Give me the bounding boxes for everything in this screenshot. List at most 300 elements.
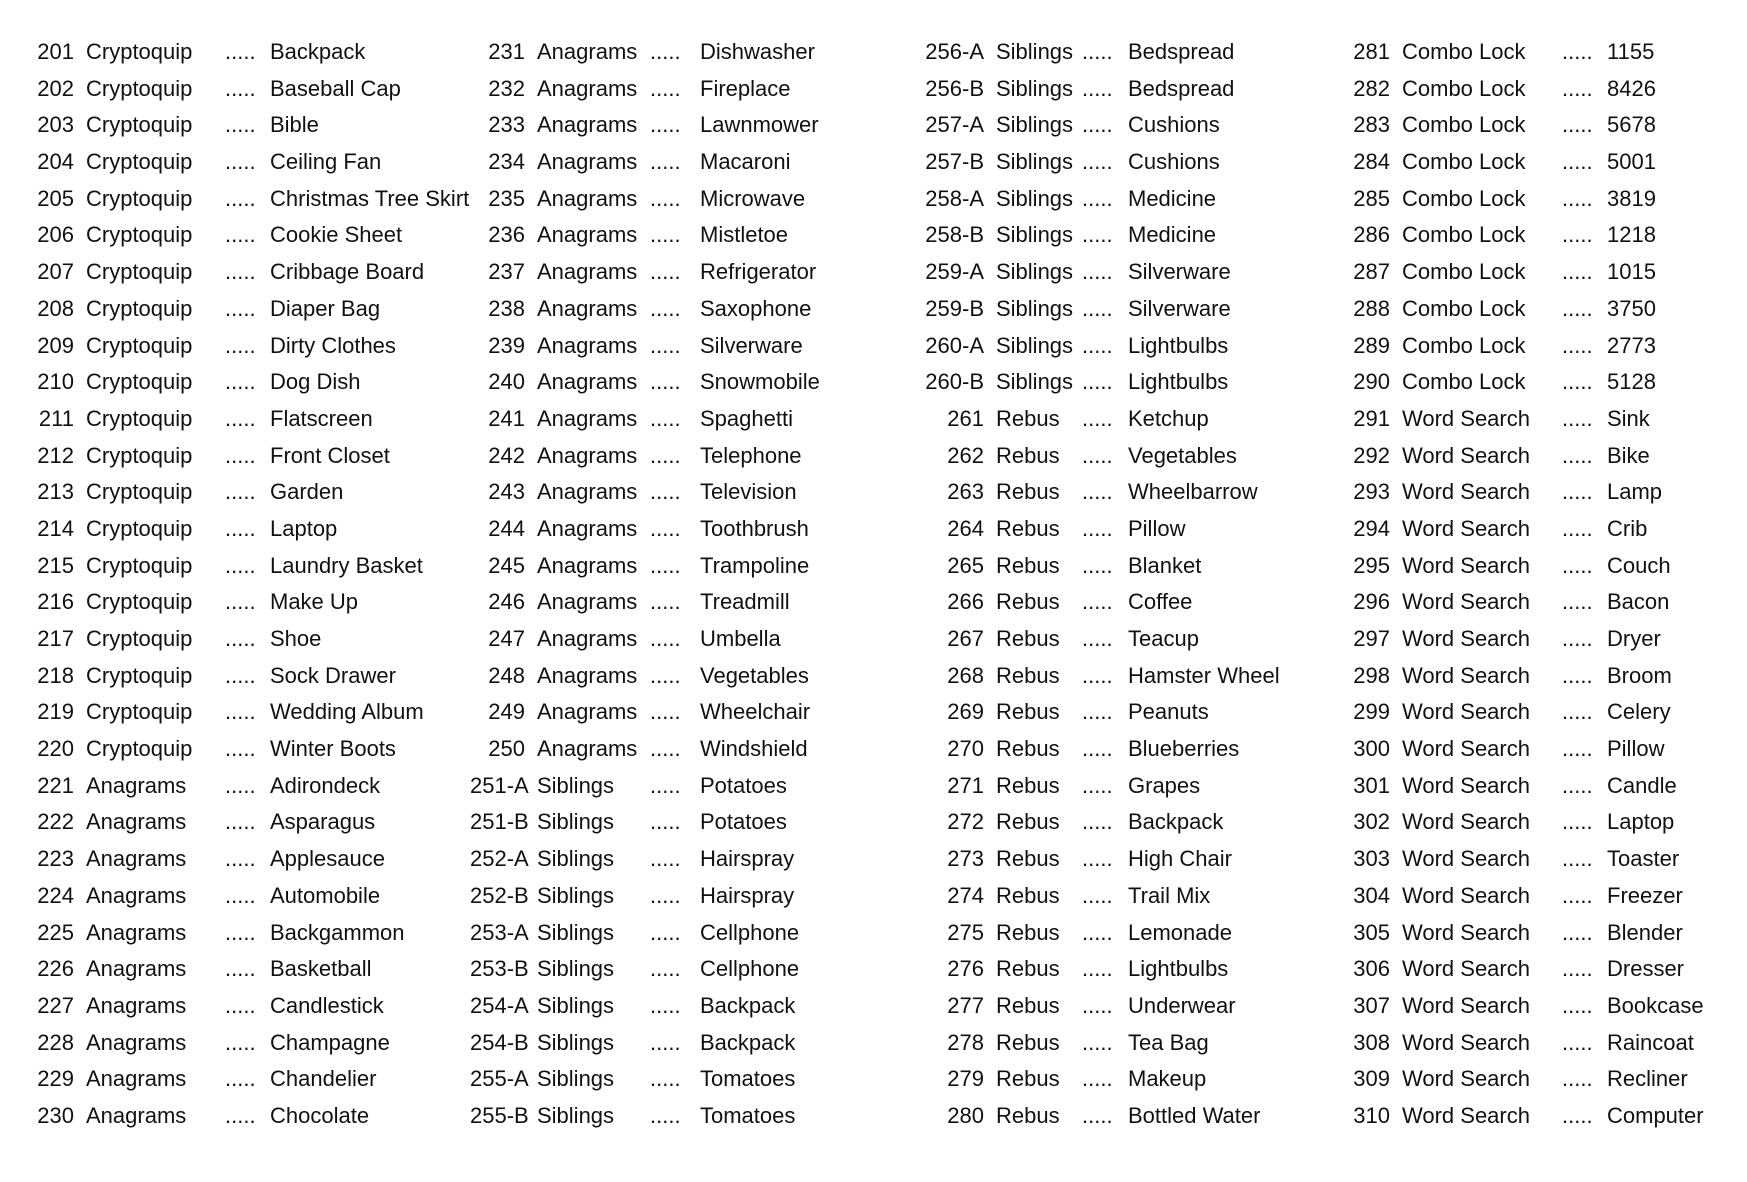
item-answer: Grapes <box>1128 772 1201 798</box>
item-answer: Blender <box>1607 919 1683 945</box>
item-category: Rebus <box>996 405 1060 431</box>
item-answer: 3819 <box>1607 185 1656 211</box>
item-number: 301 <box>1353 772 1390 798</box>
item-number: 280 <box>947 1102 984 1128</box>
item-number: 271 <box>947 772 984 798</box>
item-number: 272 <box>947 809 984 835</box>
item-number: 275 <box>947 919 984 945</box>
item-category: Cryptoquip <box>86 479 193 505</box>
leader-dots: ..... <box>1082 369 1113 395</box>
item-number: 249 <box>488 699 525 725</box>
leader-dots: ..... <box>1562 882 1593 908</box>
item-answer: Cribbage Board <box>270 259 425 285</box>
list-item <box>900 584 1340 621</box>
list-item <box>470 658 910 695</box>
list-item <box>470 1025 910 1062</box>
list-item <box>1330 694 1747 731</box>
leader-dots: ..... <box>650 992 681 1018</box>
item-number: 230 <box>37 1102 74 1128</box>
item-answer: Tea Bag <box>1128 1029 1209 1055</box>
item-answer: 1015 <box>1607 259 1656 285</box>
item-answer: Bedspread <box>1128 39 1235 64</box>
item-answer: Sink <box>1607 405 1650 431</box>
list-item <box>0 107 470 144</box>
list-item <box>900 144 1340 181</box>
item-number: 278 <box>947 1029 984 1055</box>
leader-dots: ..... <box>650 626 681 651</box>
list-item <box>0 401 470 438</box>
item-category: Word Search <box>1402 992 1530 1018</box>
leader-dots: ..... <box>225 442 256 468</box>
item-number: 254-A <box>470 992 529 1018</box>
item-number: 307 <box>1353 992 1390 1018</box>
list-item <box>0 878 470 915</box>
item-number: 226 <box>37 956 74 982</box>
leader-dots: ..... <box>650 112 681 138</box>
item-number: 225 <box>37 919 74 945</box>
leader-dots: ..... <box>650 222 681 248</box>
list-item <box>470 144 910 181</box>
leader-dots: ..... <box>1562 956 1593 982</box>
item-category: Word Search <box>1402 626 1530 651</box>
item-answer: Applesauce <box>270 846 385 872</box>
leader-dots: ..... <box>1562 699 1593 725</box>
item-answer: Telephone <box>700 442 802 468</box>
item-category: Word Search <box>1402 552 1530 578</box>
leader-dots: ..... <box>225 956 256 982</box>
item-category: Word Search <box>1402 699 1530 725</box>
item-answer: Backgammon <box>270 919 405 945</box>
item-category: Cryptoquip <box>86 149 193 175</box>
item-category: Rebus <box>996 662 1060 688</box>
list-item <box>0 364 470 401</box>
list-item <box>0 951 470 988</box>
list-item <box>0 658 470 695</box>
item-answer: Peanuts <box>1128 699 1209 725</box>
item-number: 243 <box>488 479 525 505</box>
leader-dots: ..... <box>1082 149 1113 175</box>
leader-dots: ..... <box>1562 552 1593 578</box>
leader-dots: ..... <box>1082 332 1113 358</box>
item-category: Siblings <box>537 846 615 872</box>
item-number: 274 <box>947 882 984 908</box>
list-item <box>900 988 1340 1025</box>
item-number: 214 <box>37 515 74 541</box>
item-number: 284 <box>1353 149 1390 175</box>
item-category: Word Search <box>1402 846 1530 872</box>
item-category: Anagrams <box>86 772 187 798</box>
list-item <box>1330 181 1747 218</box>
item-category: Anagrams <box>86 1029 187 1055</box>
item-category: Anagrams <box>537 149 638 175</box>
item-category: Rebus <box>996 1029 1060 1055</box>
item-answer: Makeup <box>1128 1066 1207 1092</box>
list-item <box>0 291 470 328</box>
leader-dots: ..... <box>650 185 681 211</box>
item-category: Anagrams <box>537 332 638 358</box>
item-category: Rebus <box>996 809 1060 835</box>
item-category: Combo Lock <box>1402 75 1526 101</box>
item-number: 219 <box>37 699 74 725</box>
item-category: Anagrams <box>86 919 187 945</box>
item-category: Cryptoquip <box>86 442 193 468</box>
item-category: Cryptoquip <box>86 626 193 651</box>
item-category: Cryptoquip <box>86 589 193 615</box>
column-1 <box>0 34 470 1135</box>
column-4 <box>1330 34 1747 1135</box>
item-category: Anagrams <box>537 295 638 321</box>
leader-dots: ..... <box>1082 736 1113 762</box>
item-number: 265 <box>947 552 984 578</box>
list-item <box>1330 144 1747 181</box>
item-category: Cryptoquip <box>86 332 193 358</box>
item-number: 244 <box>488 515 525 541</box>
leader-dots: ..... <box>225 552 256 578</box>
list-item <box>0 548 470 585</box>
item-category: Word Search <box>1402 405 1530 431</box>
leader-dots: ..... <box>225 295 256 321</box>
item-answer: Cushions <box>1128 112 1220 138</box>
item-number: 235 <box>488 185 525 211</box>
item-answer: Hairspray <box>700 882 795 908</box>
leader-dots: ..... <box>225 222 256 248</box>
list-item <box>1330 291 1747 328</box>
item-category: Rebus <box>996 442 1060 468</box>
item-category: Cryptoquip <box>86 515 193 541</box>
item-answer: Tomatoes <box>700 1102 796 1128</box>
item-number: 297 <box>1353 626 1390 651</box>
item-number: 296 <box>1353 589 1390 615</box>
item-category: Anagrams <box>86 956 187 982</box>
item-number: 211 <box>38 405 74 431</box>
list-item <box>470 731 910 768</box>
item-number: 263 <box>947 479 984 505</box>
item-category: Anagrams <box>537 552 638 578</box>
list-item <box>900 181 1340 218</box>
leader-dots: ..... <box>225 662 256 688</box>
item-answer: Cellphone <box>700 956 800 982</box>
item-category: Word Search <box>1402 956 1530 982</box>
leader-dots: ..... <box>225 846 256 872</box>
item-answer: Wheelbarrow <box>1128 479 1258 505</box>
leader-dots: ..... <box>1082 626 1113 651</box>
item-category: Rebus <box>996 626 1060 651</box>
leader-dots: ..... <box>1562 332 1593 358</box>
list-item <box>470 548 910 585</box>
list-item <box>470 621 910 658</box>
item-category: Anagrams <box>537 112 638 138</box>
list-item <box>900 364 1340 401</box>
item-number: 204 <box>37 149 74 175</box>
item-category: Word Search <box>1402 882 1530 908</box>
leader-dots: ..... <box>650 442 681 468</box>
item-number: 240 <box>488 369 525 395</box>
item-answer: Vegetables <box>1128 442 1237 468</box>
list-item <box>470 217 910 254</box>
item-answer: Cookie Sheet <box>270 222 403 248</box>
item-answer: Underwear <box>1128 992 1236 1018</box>
item-answer: Couch <box>1607 552 1671 578</box>
list-item <box>0 804 470 841</box>
item-answer: Teacup <box>1128 626 1199 651</box>
list-item <box>470 511 910 548</box>
item-category: Cryptoquip <box>86 662 193 688</box>
item-category: Anagrams <box>537 259 638 285</box>
leader-dots: ..... <box>650 1066 681 1092</box>
item-answer: Recliner <box>1607 1066 1688 1092</box>
item-category: Anagrams <box>86 846 187 872</box>
item-answer: Celery <box>1607 699 1671 725</box>
item-answer: Blueberries <box>1128 736 1240 762</box>
item-answer: Dryer <box>1607 626 1661 651</box>
item-number: 241 <box>488 405 525 431</box>
list-item <box>1330 438 1747 475</box>
item-number: 260-A <box>925 332 984 358</box>
item-number: 212 <box>37 442 74 468</box>
item-answer: Computer <box>1607 1102 1704 1128</box>
item-category: Combo Lock <box>1402 369 1526 395</box>
item-number: 253-B <box>470 956 529 982</box>
leader-dots: ..... <box>1562 112 1593 138</box>
item-number: 234 <box>488 149 525 175</box>
list-item <box>1330 768 1747 805</box>
item-category: Cryptoquip <box>86 112 193 138</box>
leader-dots: ..... <box>1562 589 1593 615</box>
item-number: 221 <box>37 772 74 798</box>
item-number: 282 <box>1353 75 1390 101</box>
item-category: Siblings <box>537 809 615 835</box>
item-number: 224 <box>37 882 74 908</box>
list-item <box>1330 951 1747 988</box>
item-answer: High Chair <box>1128 846 1232 872</box>
item-number: 300 <box>1353 736 1390 762</box>
item-number: 270 <box>947 736 984 762</box>
item-number: 292 <box>1353 442 1390 468</box>
leader-dots: ..... <box>650 479 681 505</box>
item-number: 239 <box>488 332 525 358</box>
item-number: 306 <box>1353 956 1390 982</box>
item-category: Rebus <box>996 736 1060 762</box>
item-category: Siblings <box>537 1029 615 1055</box>
item-answer: Ceiling Fan <box>270 149 382 175</box>
item-answer: Lemonade <box>1128 919 1232 945</box>
leader-dots: ..... <box>225 699 256 725</box>
list-item <box>900 915 1340 952</box>
leader-dots: ..... <box>225 1066 256 1092</box>
item-answer: Adirondeck <box>270 772 381 798</box>
item-number: 256-A <box>925 39 984 64</box>
list-item <box>900 694 1340 731</box>
item-number: 266 <box>947 589 984 615</box>
item-number: 245 <box>488 552 525 578</box>
leader-dots: ..... <box>1082 552 1113 578</box>
list-item <box>900 878 1340 915</box>
list-item <box>470 291 910 328</box>
item-number: 206 <box>37 222 74 248</box>
item-number: 279 <box>947 1066 984 1092</box>
leader-dots: ..... <box>225 772 256 798</box>
item-category: Combo Lock <box>1402 112 1526 138</box>
item-category: Anagrams <box>86 1102 187 1128</box>
item-answer: Medicine <box>1128 222 1217 248</box>
item-number: 252-A <box>470 846 529 872</box>
leader-dots: ..... <box>225 515 256 541</box>
list-item <box>1330 401 1747 438</box>
item-category: Word Search <box>1402 1102 1530 1128</box>
leader-dots: ..... <box>650 405 681 431</box>
item-category: Cryptoquip <box>86 699 193 725</box>
item-answer: Backpack <box>700 1029 796 1055</box>
list-item <box>470 34 910 71</box>
item-number: 217 <box>37 626 74 651</box>
item-answer: Snowmobile <box>700 369 820 395</box>
list-item <box>1330 328 1747 365</box>
item-category: Anagrams <box>86 992 187 1018</box>
list-item <box>900 768 1340 805</box>
item-answer: Laptop <box>270 515 338 541</box>
item-number: 289 <box>1353 332 1390 358</box>
item-number: 210 <box>37 369 74 395</box>
item-number: 294 <box>1353 515 1390 541</box>
item-number: 247 <box>488 626 525 651</box>
item-category: Word Search <box>1402 919 1530 945</box>
list-item <box>1330 658 1747 695</box>
item-answer: Bottled Water <box>1128 1102 1261 1128</box>
item-answer: Cellphone <box>700 919 800 945</box>
leader-dots: ..... <box>225 112 256 138</box>
list-item <box>0 1025 470 1062</box>
item-answer: Front Closet <box>270 442 390 468</box>
item-category: Anagrams <box>537 405 638 431</box>
leader-dots: ..... <box>225 1102 256 1128</box>
list-item <box>0 621 470 658</box>
list-item <box>900 731 1340 768</box>
item-category: Anagrams <box>86 1066 187 1092</box>
item-number: 302 <box>1353 809 1390 835</box>
item-answer: Backpack <box>1128 809 1224 835</box>
list-item <box>470 694 910 731</box>
item-answer: 1155 <box>1607 39 1655 64</box>
item-answer: Dirty Clothes <box>270 332 396 358</box>
item-number: 238 <box>488 295 525 321</box>
leader-dots: ..... <box>1562 185 1593 211</box>
item-number: 310 <box>1353 1102 1390 1128</box>
list-item <box>900 658 1340 695</box>
item-answer: Sock Drawer <box>270 662 396 688</box>
leader-dots: ..... <box>225 589 256 615</box>
item-number: 251-A <box>470 772 529 798</box>
item-answer: Spaghetti <box>700 405 793 431</box>
item-category: Cryptoquip <box>86 222 193 248</box>
item-category: Combo Lock <box>1402 185 1526 211</box>
leader-dots: ..... <box>1082 1029 1113 1055</box>
item-answer: Backpack <box>270 39 366 64</box>
item-answer: Freezer <box>1607 882 1683 908</box>
item-category: Word Search <box>1402 772 1530 798</box>
item-answer: Silverware <box>1128 259 1231 285</box>
item-category: Siblings <box>537 956 615 982</box>
list-item <box>0 731 470 768</box>
list-item <box>0 694 470 731</box>
item-answer: Shoe <box>270 626 322 651</box>
item-answer: Flatscreen <box>270 405 373 431</box>
leader-dots: ..... <box>650 149 681 175</box>
item-number: 237 <box>488 259 525 285</box>
item-answer: 2773 <box>1607 332 1656 358</box>
item-category: Anagrams <box>537 736 638 762</box>
item-category: Siblings <box>996 149 1074 175</box>
leader-dots: ..... <box>650 1102 681 1128</box>
list-item <box>470 988 910 1025</box>
list-item <box>1330 71 1747 108</box>
list-item <box>900 217 1340 254</box>
item-category: Anagrams <box>537 39 638 64</box>
item-answer: Chocolate <box>270 1102 370 1128</box>
item-category: Rebus <box>996 1066 1060 1092</box>
item-number: 298 <box>1353 662 1390 688</box>
item-category: Combo Lock <box>1402 259 1526 285</box>
list-item <box>900 1098 1340 1135</box>
item-number: 208 <box>37 295 74 321</box>
leader-dots: ..... <box>1562 736 1593 762</box>
item-number: 309 <box>1353 1066 1390 1092</box>
item-category: Cryptoquip <box>86 39 193 64</box>
item-answer: Silverware <box>700 332 803 358</box>
list-item <box>900 951 1340 988</box>
item-answer: Fireplace <box>700 75 791 101</box>
leader-dots: ..... <box>1082 589 1113 615</box>
item-answer: Tomatoes <box>700 1066 796 1092</box>
leader-dots: ..... <box>1562 662 1593 688</box>
list-item <box>1330 217 1747 254</box>
item-number: 277 <box>947 992 984 1018</box>
leader-dots: ..... <box>1082 1066 1113 1092</box>
item-answer: 5678 <box>1607 112 1656 138</box>
item-category: Siblings <box>537 919 615 945</box>
leader-dots: ..... <box>1082 222 1113 248</box>
item-number: 293 <box>1353 479 1390 505</box>
item-answer: 5128 <box>1607 369 1656 395</box>
item-answer: Mistletoe <box>700 222 789 248</box>
item-category: Anagrams <box>86 882 187 908</box>
list-item <box>0 474 470 511</box>
item-number: 287 <box>1353 259 1390 285</box>
item-number: 273 <box>947 846 984 872</box>
leader-dots: ..... <box>1562 1102 1593 1128</box>
item-answer: Candle <box>1607 772 1677 798</box>
list-item <box>470 364 910 401</box>
item-number: 232 <box>488 75 525 101</box>
item-answer: Toaster <box>1607 846 1680 872</box>
item-answer: Champagne <box>270 1029 390 1055</box>
leader-dots: ..... <box>1562 772 1593 798</box>
item-answer: Saxophone <box>700 295 812 321</box>
item-answer: Broom <box>1607 662 1672 688</box>
leader-dots: ..... <box>650 75 681 101</box>
leader-dots: ..... <box>650 699 681 725</box>
list-item <box>0 768 470 805</box>
item-answer: Ketchup <box>1128 405 1209 431</box>
item-category: Siblings <box>537 1102 615 1128</box>
list-item <box>0 438 470 475</box>
item-answer: 3750 <box>1607 295 1656 321</box>
item-category: Anagrams <box>537 699 638 725</box>
item-category: Cryptoquip <box>86 736 193 762</box>
item-answer: Lightbulbs <box>1128 369 1229 395</box>
leader-dots: ..... <box>650 39 681 64</box>
item-category: Combo Lock <box>1402 222 1526 248</box>
list-item <box>1330 621 1747 658</box>
